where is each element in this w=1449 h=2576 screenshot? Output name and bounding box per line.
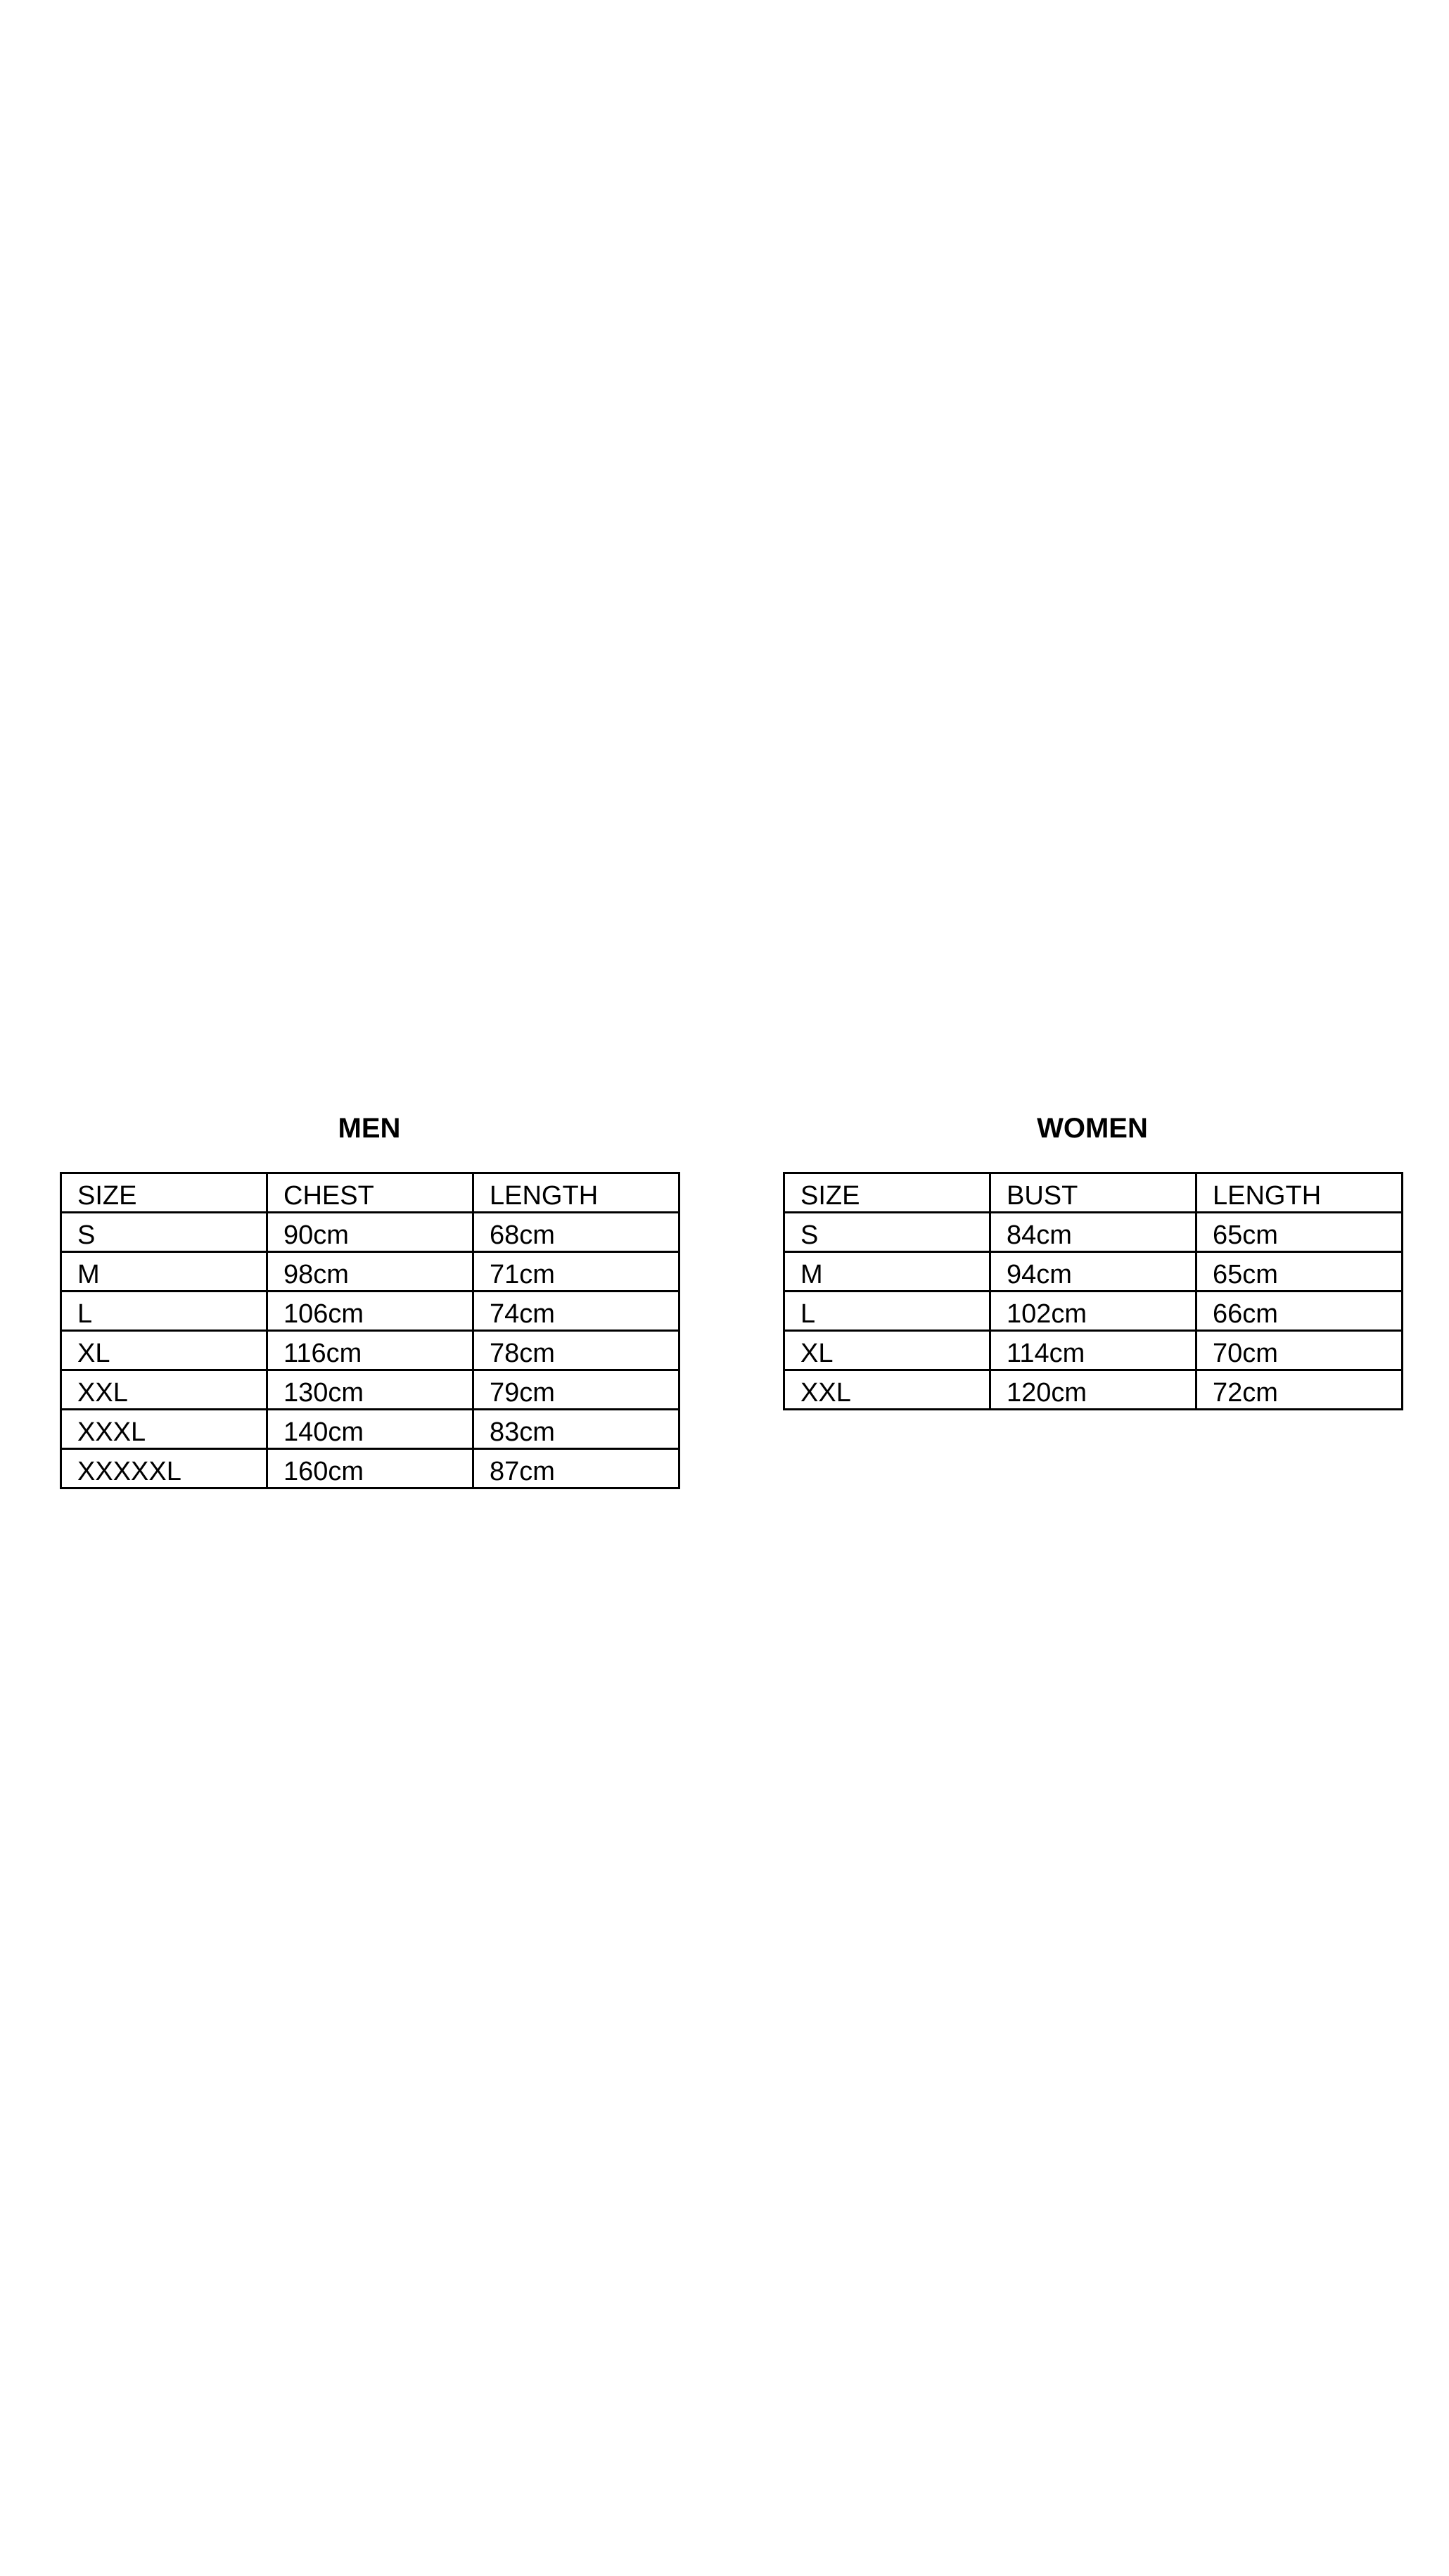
men-cell-chest: 160cm [267,1449,473,1488]
women-cell-length: 72cm [1196,1370,1403,1410]
women-cell-bust: 94cm [990,1252,1196,1292]
women-header-length: LENGTH [1196,1173,1403,1213]
women-header-row [784,1173,1403,1213]
table-row [784,1331,1403,1370]
men-cell-length: 78cm [473,1331,679,1370]
men-cell-size: XL [61,1331,267,1370]
men-cell-chest: 106cm [267,1292,473,1331]
table-row [61,1292,679,1331]
men-cell-chest: 140cm [267,1410,473,1449]
table-row [61,1213,679,1252]
men-cell-chest: 116cm [267,1331,473,1370]
women-header-size: SIZE [784,1173,990,1213]
men-cell-chest: 130cm [267,1370,473,1410]
table-row [61,1449,679,1488]
women-cell-size: L [784,1292,990,1331]
men-cell-length: 79cm [473,1370,679,1410]
table-row [61,1370,679,1410]
men-cell-chest: 90cm [267,1213,473,1252]
men-cell-size: S [61,1213,267,1252]
men-header-length: LENGTH [473,1173,679,1213]
women-size-table [783,1172,1403,1410]
women-cell-bust: 102cm [990,1292,1196,1331]
table-row [61,1252,679,1292]
men-cell-length: 71cm [473,1252,679,1292]
women-cell-bust: 114cm [990,1331,1196,1370]
men-cell-size: L [61,1292,267,1331]
men-size-chart [60,1111,679,1489]
women-cell-size: XL [784,1331,990,1370]
men-cell-length: 87cm [473,1449,679,1488]
women-cell-size: XXL [784,1370,990,1410]
men-cell-size: M [61,1252,267,1292]
women-cell-size: M [784,1252,990,1292]
women-chart-title: WOMEN [1037,1113,1148,1144]
men-cell-size: XXXXXL [61,1449,267,1488]
men-cell-length: 83cm [473,1410,679,1449]
women-cell-length: 65cm [1196,1213,1403,1252]
women-cell-length: 66cm [1196,1292,1403,1331]
men-cell-length: 74cm [473,1292,679,1331]
table-row [61,1331,679,1370]
men-cell-chest: 98cm [267,1252,473,1292]
women-cell-bust: 84cm [990,1213,1196,1252]
men-cell-length: 68cm [473,1213,679,1252]
women-cell-bust: 120cm [990,1370,1196,1410]
women-cell-length: 70cm [1196,1331,1403,1370]
table-row [784,1292,1403,1331]
women-size-chart [783,1111,1402,1410]
men-chart-title: MEN [338,1113,401,1144]
men-header-chest: CHEST [267,1173,473,1213]
women-cell-size: S [784,1213,990,1252]
men-size-table [60,1172,680,1489]
men-cell-size: XXL [61,1370,267,1410]
table-row [784,1370,1403,1410]
table-row [61,1410,679,1449]
men-header-row [61,1173,679,1213]
table-row [784,1252,1403,1292]
table-row [784,1213,1403,1252]
men-cell-size: XXXL [61,1410,267,1449]
women-header-bust: BUST [990,1173,1196,1213]
men-header-size: SIZE [61,1173,267,1213]
women-cell-length: 65cm [1196,1252,1403,1292]
